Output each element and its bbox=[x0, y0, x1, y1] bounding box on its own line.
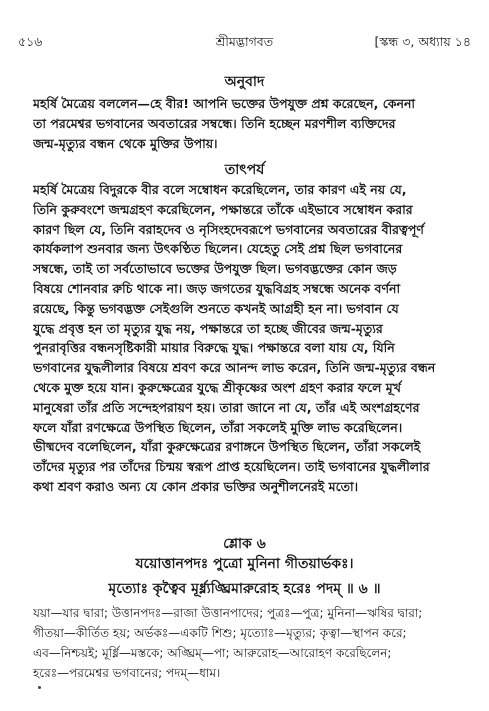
purport-line: তিনি কুরুবংশে জন্মগ্রহণ করেছিলেন, পক্ষান্তরে তাঁকে এইভাবে সম্বোধন করার bbox=[33, 201, 413, 217]
purport-line: ফলে যাঁরা রণক্ষেত্রে উপস্থিত ছিলেন, তাঁরা সকলেই মুক্তি লাভ করেছিলেন। bbox=[33, 419, 403, 435]
print-speck bbox=[38, 686, 41, 689]
purport-line: কথা শ্রবণ করাও অন্য যে কোন প্রকার ভক্তির অনুশীলনেরই মতো। bbox=[33, 478, 359, 494]
chapter-reference: [স্কন্ধ ৩, অধ্যায় ১৪ bbox=[374, 34, 471, 49]
purport-line: মানুষেরা তাঁর প্রতি সন্দেহপরায়ণ হয়। তারা জানে না যে, তাঁর এই অংশগ্রহণের bbox=[33, 399, 420, 415]
purport-line: যুদ্ধে প্রবৃত্ত হন তা মৃত্যুর যুদ্ধ নয়, পক্ষান্তরে তা হচ্ছে জীবের জন্ম-মৃত্যুর bbox=[33, 320, 383, 336]
purport-line: মহর্ষি মৈত্রেয় বিদুরকে বীর বলে সম্বোধন করেছিলেন, তার কারণ এই নয় যে, bbox=[33, 182, 407, 197]
synonym-line: এব—নিশ্চয়ই; মূর্ধ্নি—মস্তকে; অঙ্ঘ্রিম্—পা; আরুরোহ—আরোহণ করেছিলেন; bbox=[33, 646, 392, 660]
translation-heading: অনুবাদ bbox=[224, 74, 265, 90]
translation-line: জন্ম-মৃত্যুর বন্ধন থেকে মুক্তির উপায়। bbox=[33, 135, 218, 151]
purport-line: কার্যকলাপ শুনবার জন্য উৎকণ্ঠিত ছিলেন। যেহেতু সেই প্রশ্ন ছিল ভগবানের bbox=[33, 241, 403, 257]
purport-line: তাঁদের মৃত্যুর পর তাঁদের চিন্ময় স্বরূপ প্রাপ্ত হয়েছিলেন। তাই ভগবানের যুদ্ধলীলার bbox=[33, 459, 430, 475]
verse-line: মৃত্যোঃ কৃত্বৈব মূর্ধ্ন্যঙ্ঘ্রিমারুরোহ হরেঃ পদম্ ॥ ৬ ॥ bbox=[108, 581, 381, 597]
purport-line: বিষয়ে শোনবার রুচি থাকে না। জড় জগতের যুদ্ধবিগ্রহ সম্বন্ধে অনেক বর্ণনা bbox=[33, 280, 401, 296]
purport-heading: তাৎপর্য bbox=[224, 162, 265, 178]
verse-line: যয়োত্তানপদঃ পুত্রো মুনিনা গীতয়ার্ভকঃ। bbox=[135, 556, 354, 572]
page-header bbox=[18, 34, 471, 52]
page-number: ৫১৬ bbox=[18, 34, 43, 49]
purport-line: ভীষ্মদেব বলেছিলেন, যাঁরা কুরুক্ষেত্রের রণাঙ্গনে উপস্থিত ছিলেন, তাঁরা সকলেই bbox=[33, 439, 421, 455]
synonym-line: গীতয়া—কীর্তিত হয়; অর্ভকঃ—একটি শিশু; মৃত্যোঃ—মৃত্যুর; কৃত্বা—স্থাপন করে; bbox=[33, 626, 407, 640]
purport-line: ভগবানের যুদ্ধলীলার বিষয়ে শ্রবণ করে আনন্দ লাভ করেন, তিনি জন্ম-মৃত্যুর বন্ধন bbox=[33, 360, 436, 376]
verse-heading: শ্লোক ৬ bbox=[223, 536, 266, 552]
translation-line: মহর্ষি মৈত্রেয় বললেন—হে বীর! আপনি ভক্তের উপযুক্ত প্রশ্ন করেছেন, কেননা bbox=[33, 96, 416, 111]
verse-text bbox=[0, 552, 489, 602]
translation-text bbox=[33, 94, 451, 153]
purport-line: থেকে মুক্ত হয়ে যান। কুরুক্ষেত্রের যুদ্ধে শ্রীকৃষ্ণের অংশ গ্রহণ করার ফলে মূর্খ bbox=[33, 379, 401, 395]
purport-text bbox=[33, 180, 451, 497]
synonym-line: যয়া—যার দ্বারা; উত্তানপদঃ—রাজা উত্তানপাদের; পুত্রঃ—পুত্র; মুনিনা—ঋষির দ্বারা; bbox=[33, 606, 423, 620]
purport-line: পুনরাবৃত্তির বন্ধনসৃষ্টিকারী মায়ার বিরুদ্ধে যুদ্ধ। পক্ষান্তরে বলা যায় যে, যিনি bbox=[33, 340, 395, 356]
synonyms-text bbox=[33, 603, 453, 683]
synonym-line: হরেঃ—পরমেশ্বর ভগবানের; পদম্—ধাম। bbox=[33, 666, 221, 680]
purport-line: কারণ ছিল যে, তিনি বরাহদেব ও নৃসিংহদেবরূপে ভগবানের অবতারের বীরত্বপূর্ণ bbox=[33, 221, 424, 237]
purport-line: সম্বন্ধে, তাই তা সর্বতোভাবে ভক্তের উপযুক্ত ছিল। ভগবদ্ভক্তের কোন জড় bbox=[33, 261, 397, 277]
translation-line: তা পরমেশ্বর ভগবানের অবতারের সম্বন্ধে। তিনি হচ্ছেন মরণশীল ব্যক্তিদের bbox=[33, 115, 396, 131]
book-title: শ্রীমদ্ভাগবত bbox=[215, 34, 274, 49]
purport-line: রয়েছে, কিন্তু ভগবদ্ভক্ত সেইগুলি শুনতে কখনই আগ্রহী হন না। ভগবান যে bbox=[33, 300, 399, 316]
